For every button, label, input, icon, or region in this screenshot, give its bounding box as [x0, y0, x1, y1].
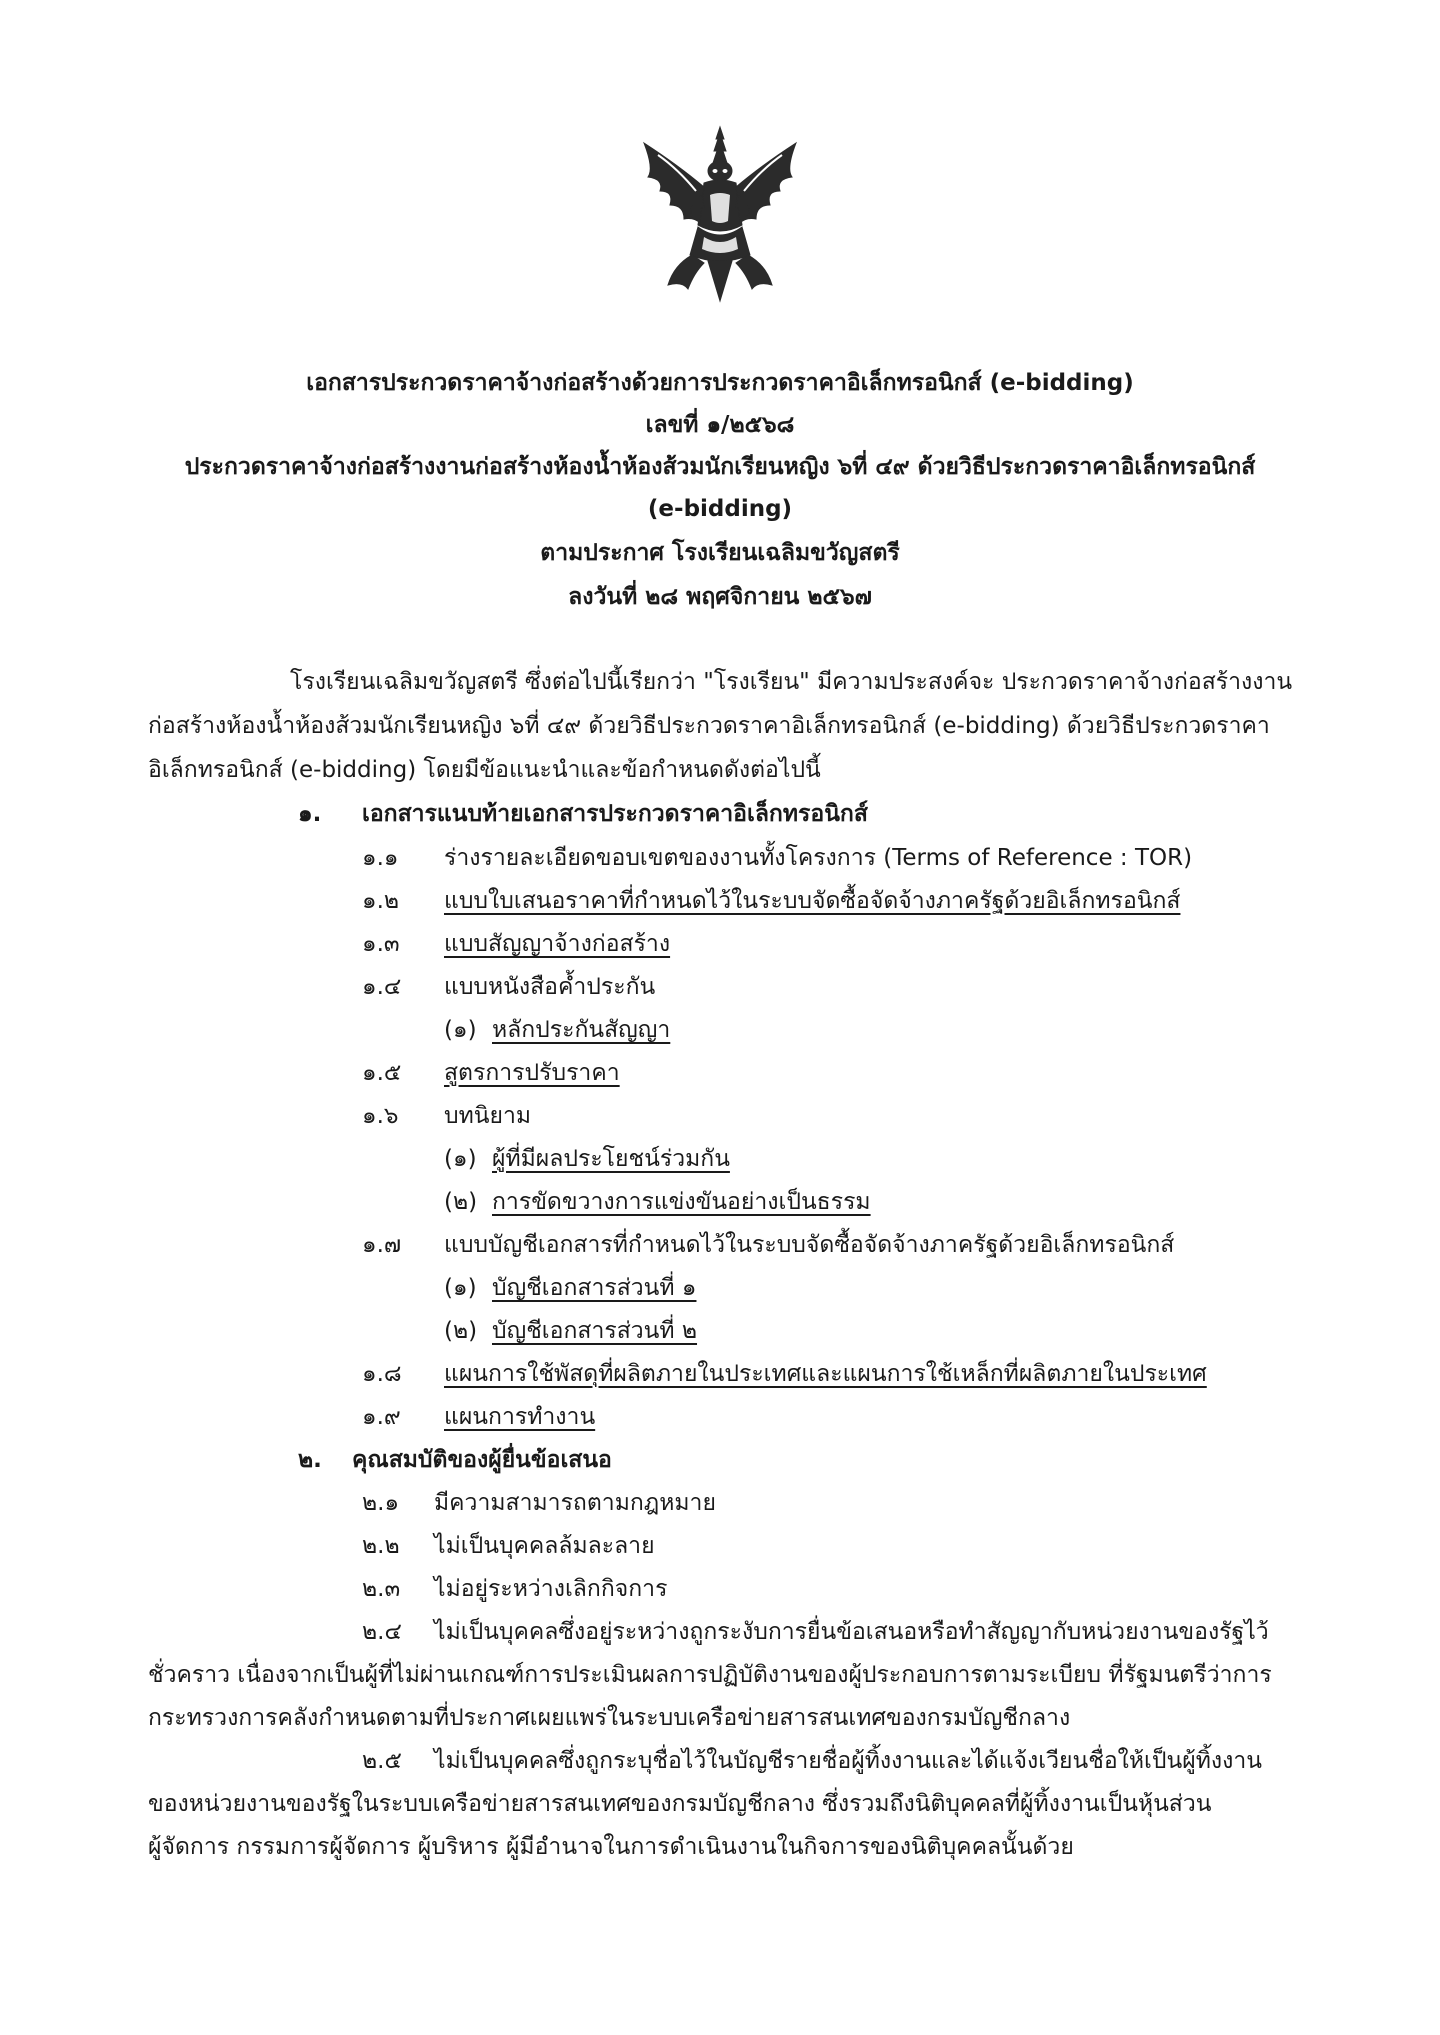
attachment-link-bid-form[interactable]: แบบใบเสนอราคาที่กำหนดไว้ในระบบจัดซื้อจัดจ้างภาครัฐด้วยอิเล็กทรอนิกส์: [444, 888, 1181, 914]
document-page: เอกสารประกวดราคาจ้างก่อสร้างด้วยการประกวดราคาอิเล็กทรอนิกส์ (e-bidding) เลขที่ ๑/๒๕๖๘ ประกวดราคาจ้างก่อสร้างงานก่อสร้างห้องน้ำห้องส้วมนักเรียนหญิง ๖ที่ ๔๙ ด้วยวิธีประกวดราคาอิเล็กทรอนิกส์ (e-bidding) ตามประกาศ โรงเรียนเฉลิมขวัญสตรี ลงวันที่ ๒๘ พฤศจิกายน ๒๕๖๗ โรงเรียนเฉลิมขวัญสตรี ซึ่งต่อไปนี้เรียกว่า "โรงเรียน" มีความประสงค์จะ ประกวดราคาจ้างก่อสร้างงาน ก่อสร้างห้องน้ำห้องส้วมนักเรียนหญิง ๖ที่ ๔๙ ด้วยวิธีประกวดราคาอิเล็กทรอนิกส์ (e-bidding) ด้วยวิธีประกวดราคา อิเล็กทรอนิกส์ (e-bidding) โดยมีข้อแนะนำและข้อกำหนดดังต่อไปนี้ ๑. เอกสารแนบท้ายเอกสารประกวดราคาอิเล็กทรอนิกส์ ๑.๑ ร่างรายละเอียดขอบเขตของงานทั้งโครงการ (Terms of Reference : TOR) ๑.๒ แบบใบเสนอราคาที่กำหนดไว้ในระบบจัดซื้อจัดจ้างภาครัฐด้วยอิเล็กทรอนิกส์ ๑.๓ แบบสัญญาจ้างก่อสร้าง ๑.๔ แบบหนังสือค้ำประกัน (๑) หลักประกันสัญญา ๑.๕ สูตรการปรับราคา ๑.๖ บทนิยาม (๑) ผู้ที่มีผลประโยชน์ร่วมกัน (๒) การขัดขวางการแข่งขันอย่างเป็นธรรม ๑.๗ แบบบัญชีเอกสารที่กำหนดไว้ในระบบจัดซื้อจัดจ้างภาครัฐด้วยอิเล็กทรอนิกส์ (๑) บัญชีเอกสารส่วนที่ ๑ (๒) บัญชีเอกสารส่วนที่ ๒ ๑.๘ แผนการใช้พัสดุที่ผลิตภายในประเทศและแผนการใช้เหล็กที่ผลิตภายในประเทศ ๑.๙ แผนการทำงาน ๒. คุณสมบัติของผู้ยื่นข้อเสนอ ๒.๑ มีความสามารถตามกฎหมาย ๒.๒ ไม่เป็นบุคคลล้มละลาย ๒.๓ ไม่อยู่ระหว่างเลิกกิจการ ๒.๔ ไม่เป็นบุคคลซึ่งอยู่ระหว่างถูกระงับการยื่นข้อเสนอหรือทำสัญญากับหน่วยงานของรัฐไว้ ชั่วคราว เนื่องจากเป็นผู้ที่ไม่ผ่านเกณฑ์การประเมินผลการปฏิบัติงานของผู้ประกอบการตามระเบียบ ที่รัฐมนตรีว่าการ กระทรวงการคลังกำหนดตามที่ประกาศเผยแพร่ในระบบเครือข่ายสารสนเทศของกรมบัญชีกลาง ๒.๕ ไม่เป็นบุคคลซึ่งถูกระบุชื่อไว้ในบัญชีรายชื่อผู้ทิ้งงานและได้แจ้งเวียนชื่อให้เป็นผู้ทิ้งงาน ของหน่วยงานของรัฐในระบบเครือข่ายสารสนเทศของกรมบัญชีกลาง ซึ่งรวมถึงนิติบุคคลที่ผู้ทิ้งงานเป็นหุ้นส่วน ผู้จัดการ กรรมการผู้จัดการ ผู้บริหาร ผู้มีอำนาจในการดำเนินงานในกิจการของนิติบุคคลนั้นด้วย: [0, 0, 1440, 2035]
attachment-link-joint-interest[interactable]: ผู้ที่มีผลประโยชน์ร่วมกัน: [492, 1146, 730, 1172]
document-subject-line-2: (e-bidding): [647, 496, 793, 522]
attachment-link-contract[interactable]: แบบสัญญาจ้างก่อสร้าง: [444, 931, 671, 957]
paragraph-2-4-line-2: ชั่วคราว เนื่องจากเป็นผู้ที่ไม่ผ่านเกณฑ์การประเมินผลการปฏิบัติงานของผู้ประกอบการตามระเบียบ ที่รัฐมนตรีว่าการ: [148, 1662, 1272, 1688]
document-number: เลขที่ ๑/๒๕๖๘: [645, 412, 795, 438]
document-announcer: ตามประกาศ โรงเรียนเฉลิมขวัญสตรี: [540, 540, 900, 566]
document-date: ลงวันที่ ๒๘ พฤศจิกายน ๒๕๖๗: [568, 584, 872, 610]
intro-line-3: อิเล็กทรอนิกส์ (e-bidding) โดยมีข้อแนะนำและข้อกำหนดดังต่อไปนี้: [148, 757, 821, 783]
attachment-link-doc-list-2[interactable]: บัญชีเอกสารส่วนที่ ๒: [492, 1318, 698, 1344]
attachment-link-work-plan[interactable]: แผนการทำงาน: [444, 1404, 596, 1430]
intro-line-2: ก่อสร้างห้องน้ำห้องส้วมนักเรียนหญิง ๖ที่ ๔๙ ด้วยวิธีประกวดราคาอิเล็กทรอนิกส์ (e-bidding) ด้วยวิธีประกวดราคา: [148, 713, 1270, 739]
section-2-number: ๒.: [298, 1447, 322, 1473]
attachment-link-fair-competition[interactable]: การขัดขวางการแข่งขันอย่างเป็นธรรม: [492, 1189, 871, 1215]
document-subject-line-1: ประกวดราคาจ้างก่อสร้างงานก่อสร้างห้องน้ำห้องส้วมนักเรียนหญิง ๖ที่ ๔๙ ด้วยวิธีประกวดราคาอิเล็กทรอนิกส์: [184, 454, 1256, 480]
section-1-title: เอกสารแนบท้ายเอกสารประกวดราคาอิเล็กทรอนิกส์: [362, 801, 868, 827]
document-title: เอกสารประกวดราคาจ้างก่อสร้างด้วยการประกวดราคาอิเล็กทรอนิกส์ (e-bidding): [306, 370, 1134, 396]
paragraph-2-5-line-3: ผู้จัดการ กรรมการผู้จัดการ ผู้บริหาร ผู้มีอำนาจในการดำเนินงานในกิจการของนิติบุคคลนั้นด้วย: [148, 1834, 1074, 1860]
paragraph-2-4-line-3: กระทรวงการคลังกำหนดตามที่ประกาศเผยแพร่ในระบบเครือข่ายสารสนเทศของกรมบัญชีกลาง: [148, 1705, 1071, 1731]
paragraph-2-5-line-2: ของหน่วยงานของรัฐในระบบเครือข่ายสารสนเทศของกรมบัญชีกลาง ซึ่งรวมถึงนิติบุคคลที่ผู้ทิ้งงานเป็นหุ้นส่วน: [148, 1791, 1212, 1817]
attachment-link-doc-list-1[interactable]: บัญชีเอกสารส่วนที่ ๑: [492, 1275, 697, 1301]
attachment-link-material-plan[interactable]: แผนการใช้พัสดุที่ผลิตภายในประเทศและแผนการใช้เหล็กที่ผลิตภายในประเทศ: [444, 1361, 1207, 1387]
section-1-number: ๑.: [298, 801, 322, 827]
attachment-link-guarantee[interactable]: หลักประกันสัญญา: [492, 1017, 671, 1043]
garuda-emblem-icon: [638, 125, 802, 303]
intro-line-1: โรงเรียนเฉลิมขวัญสตรี ซึ่งต่อไปนี้เรียกว่า "โรงเรียน" มีความประสงค์จะ ประกวดราคาจ้างก่อสร้างงาน: [290, 669, 1293, 695]
attachment-link-price-formula[interactable]: สูตรการปรับราคา: [444, 1060, 620, 1086]
section-2-title: คุณสมบัติของผู้ยื่นข้อเสนอ: [352, 1447, 612, 1473]
